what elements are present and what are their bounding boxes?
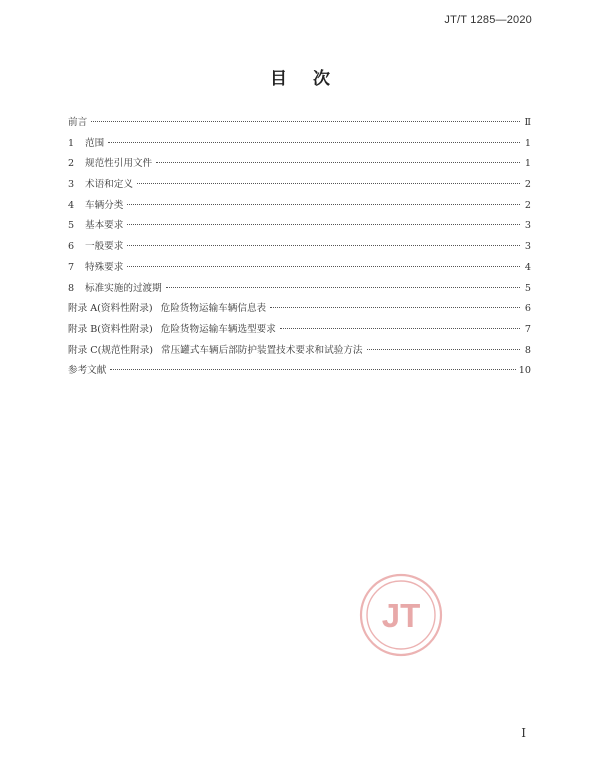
toc-section-number: 1	[68, 137, 75, 149]
toc-label	[68, 300, 266, 314]
toc-row-foreword[interactable]	[68, 114, 531, 135]
toc-leader-dots	[367, 349, 520, 350]
toc-label: 基本要求	[85, 220, 124, 232]
toc-page-number: 7	[524, 323, 531, 335]
toc-leader-dots	[156, 162, 520, 163]
toc-row-references[interactable]	[68, 362, 531, 383]
toc-leader-dots	[166, 287, 520, 288]
toc-leader-dots	[270, 307, 520, 308]
toc-label: 前言	[68, 117, 88, 128]
toc-leader-dots	[137, 183, 520, 184]
toc-label: 参考文献	[68, 365, 107, 377]
toc-page-number: 2	[524, 199, 531, 211]
toc-row-appendix-c[interactable]	[68, 342, 531, 363]
page-title	[0, 64, 600, 89]
toc-section-number: 2	[68, 158, 75, 170]
toc-row-6[interactable]	[68, 238, 531, 259]
toc-section-number: 6	[68, 241, 75, 253]
toc-page-number: 6	[524, 303, 531, 315]
toc-row-4[interactable]	[68, 197, 531, 218]
toc-appendix-title: 危险货物运输车辆选型要求	[160, 323, 276, 335]
toc-label: 特殊要求	[85, 261, 124, 273]
toc-leader-dots	[127, 245, 520, 246]
toc-row-7[interactable]	[68, 259, 531, 280]
toc-label: 规范性引用文件	[85, 158, 153, 170]
toc-label: 车辆分类	[85, 199, 124, 211]
table-of-contents	[68, 114, 531, 383]
jt-watermark-logo	[358, 572, 444, 658]
page-number: I	[521, 726, 526, 740]
toc-leader-dots	[91, 121, 520, 122]
toc-page-number: 2	[524, 179, 531, 191]
toc-leader-dots	[127, 224, 520, 225]
toc-row-1[interactable]	[68, 135, 531, 156]
toc-row-2[interactable]	[68, 155, 531, 176]
toc-page-number: 1	[524, 158, 531, 170]
toc-appendix-label: 附录 B(资料性附录)	[68, 323, 153, 335]
standard-code: JT/T 1285—2020	[444, 14, 532, 26]
toc-section-number: 8	[68, 282, 75, 294]
toc-page-number: 8	[524, 344, 531, 356]
toc-page-number: 5	[524, 282, 531, 294]
toc-label	[68, 342, 363, 356]
toc-leader-dots	[127, 204, 520, 205]
toc-leader-dots	[280, 328, 520, 329]
toc-row-8[interactable]	[68, 280, 531, 301]
toc-appendix-label: 附录 A(资料性附录)	[68, 303, 153, 315]
toc-leader-dots	[127, 266, 520, 267]
toc-page-number: Ⅱ	[524, 117, 531, 128]
toc-label: 一般要求	[85, 241, 124, 253]
toc-section-number: 3	[68, 179, 75, 191]
page-title-char-2: 次	[313, 69, 330, 89]
toc-label: 范围	[85, 137, 105, 149]
toc-label	[68, 321, 276, 335]
toc-appendix-title: 危险货物运输车辆信息表	[160, 303, 267, 315]
page-title-char-1: 目	[270, 69, 287, 89]
toc-appendix-label: 附录 C(规范性附录)	[68, 344, 154, 356]
watermark-text: JT	[381, 597, 421, 634]
toc-label: 标准实施的过渡期	[85, 282, 162, 294]
toc-page-number: 10	[518, 365, 531, 377]
toc-section-number: 7	[68, 261, 75, 273]
toc-section-number: 4	[68, 199, 75, 211]
toc-leader-dots	[110, 369, 515, 370]
toc-page-number: 4	[524, 261, 531, 273]
toc-appendix-title: 常压罐式车辆后部防护装置技术要求和试验方法	[161, 344, 363, 356]
toc-row-5[interactable]	[68, 217, 531, 238]
toc-page-number: 3	[524, 220, 531, 232]
toc-row-appendix-a[interactable]	[68, 300, 531, 321]
toc-page-number: 3	[524, 241, 531, 253]
toc-page-number: 1	[524, 137, 531, 149]
toc-label: 术语和定义	[85, 179, 133, 191]
toc-row-appendix-b[interactable]	[68, 321, 531, 342]
toc-row-3[interactable]	[68, 176, 531, 197]
toc-leader-dots	[108, 142, 520, 143]
toc-section-number: 5	[68, 220, 75, 232]
